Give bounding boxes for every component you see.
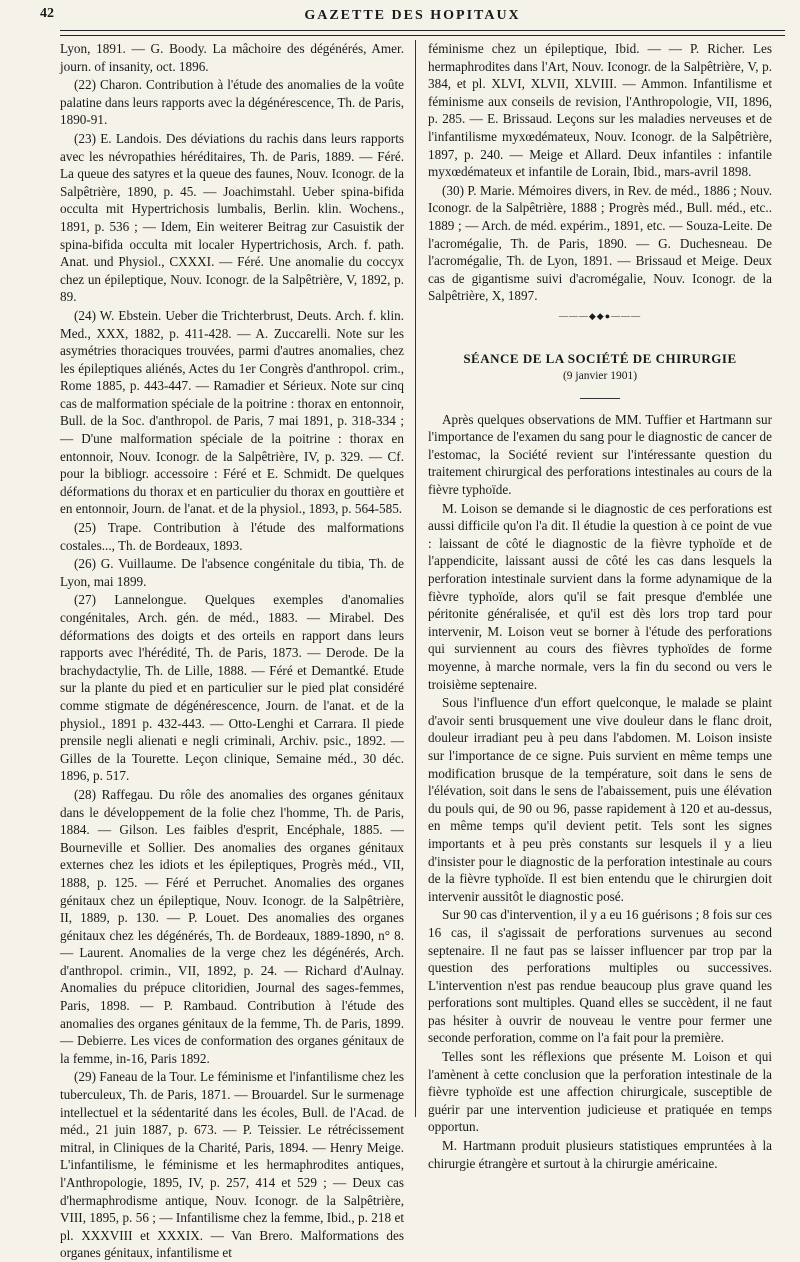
- left-column: [60, 40, 404, 1261]
- article-paragraph: Après quelques observations de MM. Tuffier et Hartmann sur l'importance de l'examen du sang pour le diagnostic de cancer de l'estomac, la Société revient sur l'intéressante question du traitement chirurgical des perforations intestinales au cours de la fièvre typhoïde.: [428, 411, 772, 498]
- bibliography-entry: (26) G. Vuillaume. De l'absence congénitale du tibia, Th. de Lyon, mai 1899.: [60, 556, 404, 589]
- header-rule: [60, 30, 785, 36]
- page-header: [40, 4, 785, 30]
- bibliography-entry: féminisme chez un épileptique, Ibid. — — P. Richer. Les hermaphrodites dans l'Art, Nouv. Iconogr. de la Salpêtrière, V, p. 384, et pl. XLVI, XLVII, XLVIII. — Ammon. Infantilisme et féminisme aux conseils de revision, l'Anthropologie, VII, 1896, p. 285. — E. Brissaud. Leçons sur les maladies nerveuses et de l'infantilisme myxœdémateux, Nouv. Iconogr. de la Salpêtrière, 1897, p. 240. — Meige et Allard. Deux infantiles : infantile myxœdémateux et infantile de Lorain, Ibid., mars-avril 1898.: [428, 41, 772, 180]
- article-paragraph: M. Loison se demande si le diagnostic de ces perforations est aussi difficile qu'on l'a dit. Il étudie la question à ce point de vue : laissant de côté le diagnostic de la fièvre typhoïde et de l'appendicite, laissant aussi de côté les cas dans lesquels la perforation intestinale survient dans la forme adynamique de la fièvre typhoïde, alors qu'il se fait presque d'emblée une péritonite généralisée, et qu'il est dès lors trop tard pour intervenir, M. Loison veut se borner à l'étude des perforations qui surviennent au cours des fièvres typhoïdes de forme moyenne, à marche normale, vers la fin du second ou vers le troisième septenaire.: [428, 500, 772, 692]
- page-number: 42: [40, 6, 54, 21]
- bibliography-entry: (28) Raffegau. Du rôle des anomalies des organes génitaux dans le développement de la folie chez l'homme, Th. de Paris, 1884. — Gilson. Les faibles d'esprit, Encéphale, 1885. — Bourneville et Sollier. Des anomalies des organes génitaux externes chez les idiots et les épileptiques, Progrès méd., VII, 1888, p. 125. — Féré et Perruchet. Anomalies des organes génitaux chez un épileptique, Nouv. Iconogr. de la Salpêtrière, II, 1889, p. 130. — P. Louet. Des anomalies des organes génitaux chez les dégénérés, Th. de Bordeaux, 1889-1890, n° 8. — Laurent. Anomalies de la verge chez les dégénérés, Arch. d'anthropol. crimin., VII, 1892, p. 24. — Richard d'Aulnay. Anomalies du prépuce clitoridien, Journal des sages-femmes, Paris, 1898. — P. Rambaud. Contribution à l'étude des anomalies des organes génitaux de la femme, Th. de Paris, 1899. — Debierre. Les vices de conformation des organes génitaux de la femme, in-16, Paris 1892.: [60, 786, 404, 1066]
- bibliography-entry: Lyon, 1891. — G. Boody. La mâchoire des dégénérés, Amer. journ. of insanity, oct. 1896.: [60, 41, 404, 74]
- section-date: (9 janvier 1901): [562, 370, 638, 383]
- article-paragraph: M. Hartmann produit plusieurs statistiques empruntées à la chirurgie étrangère et surtout à la chirurgie américaine.: [428, 1138, 772, 1171]
- bibliography-entry: (29) Faneau de la Tour. Le féminisme et l'infantilisme chez les tuberculeux, Th. de Paris, 1871. — Brouardel. Sur le surmenage intellectuel et la sédentarité dans les écoles, Bull. de l'Acad. de méd., 21 juin 1887, p. 673. — P. Teissier. Le rétrécissement mitral, in Cliniques de la Charité, Paris, 1894. — Henry Meige. L'infantilisme, le féminisme et les hermaphrodites antiques, l'Anthropologie, 1895, IV, p. 257, 414 et 529 ; — Deux cas d'hermaphrodisme antique, Nouv. Iconogr. de la Salpêtrière, VIII, 1895, p. 56 ; — Infantilisme chez la femme, Ibid., p. 218 et pl. XXXVIII et XXXIX. — Van Brero. Malformations des organes génitaux, infantilisme et: [60, 1069, 404, 1261]
- bibliography-entry: (24) W. Ebstein. Ueber die Trichterbrust, Deuts. Arch. f. klin. Med., XXX, 1882, p. 411-428. — A. Zuccarelli. Note sur les asymétries thoraciques trouvées, parmi d'autres anomalies, chez les épileptiques aliénés, Actes du 1er Congrès d'anthropol. crim., Rome 1885, p. 443-447. — Ramadier et Sérieux. Note sur cinq cas de malformation spéciale de la poitrine : thorax en entonnoir, Bull. de la Soc. d'anthropol. de Paris, 7 mai 1891, p. 318-334 ; — D'une malformation spéciale de la poitrine : thorax en entonnoir, Nouv. Iconogr. de la Salpêtrière, IV, p. 329. — Cf. pour la bibliogr. accessoire : Féré et E. Schmidt. De quelques déformations du thorax et en particulier du thorax en gouttière et en entonnoir, Journ. de l'anat. et de la physiol., 1893, p. 564-585.: [60, 307, 404, 517]
- column-divider: [415, 40, 416, 1117]
- right-column: [428, 40, 772, 1171]
- ornament-divider: ———◆◆●———: [558, 310, 642, 321]
- section-rule: [580, 398, 620, 399]
- bibliography-entry: (23) E. Landois. Des déviations du rachis dans leurs rapports avec les névropathies héréditaires, Th. de Paris, 1889. — Féré. La queue des satyres et la queue des faunes, Nouv. Iconogr. de la Salpêtrière, 1890, p. 45. — Joachimstahl. Ueber spina-bifida occulta mit Hypertrichosis lumbalis, Berlin. klin. Wochens., 1891, p. 536 ; — Idem, Ein weiterer Beitrag zur Casuistik der spina-bifida occulta mit localer Hypertrichosis, Arch. f. path. Anat. und Physiol., CXXXI. — Féré. Une anomalie du coccyx chez un épileptique, Nouv. Iconogr. de la Salpêtrière, V, 1892, p. 89.: [60, 130, 404, 305]
- bibliography-entry: (30) P. Marie. Mémoires divers, in Rev. de méd., 1886 ; Nouv. Iconogr. de la Salpêtrière, 1888 ; Progrès méd., Bull. méd., etc.. 1889 ; — Arch. de méd. expérim., 1891, etc. — Souza-Leite. De l'acromégalie, Th. de Paris, 1890. — G. Duchesneau. De l'acromégalie, Th. de Lyon, 1891. — Brissaud et Meige. Deux cas de gigantisme suivi d'acromégalie, Nouv. Iconogr. de la Salpêtrière, X, 1897.: [428, 182, 772, 304]
- article-paragraph: Telles sont les réflexions que présente M. Loison et qui l'amènent à cette conclusion que la perforation intestinale de la fièvre typhoïde est une affection chirurgicale, susceptible de guérir par une intervention judicieuse et pratiquée en temps opportun.: [428, 1049, 772, 1135]
- bibliography-entry: (25) Trape. Contribution à l'étude des malformations costales..., Th. de Bordeaux, 1893.: [60, 520, 404, 553]
- article-paragraph: Sur 90 cas d'intervention, il y a eu 16 guérisons ; 8 fois sur ces 16 cas, il s'agissait de perforations survenues au second septenaire. Il ne faut pas se laisser influencer par trop par la question des perforations multiples ou successives. L'intervention n'est pas rendue beaucoup plus grave quand les perforations sont multiples. Quand elles se succèdent, il ne faut pas hésiter à ouvrir de nouveau le ventre pour fermer une seconde perforation, comme on l'a fait pour la première.: [428, 907, 772, 1046]
- article-paragraph: Sous l'influence d'un effort quelconque, le malade se plaint d'avoir senti brusquement une vive douleur dans le flanc droit, douleur irradiant peu à peu dans l'abdomen. M. Loison insiste sur l'importance de ce signe. Puis survient en même temps une modification brusque de la température, soit dans le sens de l'élévation, soit dans le sens de l'abaissement, puis une élévation du pouls qui, de 90 ou 96, passe rapidement à 120 et au-dessus, en même temps qu'il devient petit. Tels sont les signes importants et à peu près constants sur lesquels il y a lieu d'insister pour le diagnostic de la perforation intestinale au cours de la fièvre typhoïde. Il est bien entendu que le chirurgien doit intervenir aussitôt le diagnostic posé.: [428, 695, 772, 904]
- section-title: SÉANCE DE LA SOCIÉTÉ DE CHIRURGIE: [463, 350, 737, 366]
- bibliography-entry: (22) Charon. Contribution à l'étude des anomalies de la voûte palatine dans leurs rapports avec la dégénérescence, Th. de Paris, 1890-91.: [60, 77, 404, 128]
- bibliography-entry: (27) Lannelongue. Quelques exemples d'anomalies congénitales, Arch. gén. de méd., 1883. — Mirabel. Des déformations des doigts et des orteils en rapport dans leurs rapports avec l'hérédité, Th. de Paris, 1873. — Derode. De la brachydactylie, Th. de Lille, 1888. — Féré et Demantké. Etude sur la plante du pied et en particulier sur le pied plat considéré comme stigmate de dégénérescence, Journ. de l'anat. et de la physiol., 1891 p. 432-443. — Otto-Lenghi et Carrara. Il piede prensile negli alienati e negli criminali, Archiv. psic., 1892. — Gilles de la Tourette. Leçon clinique, Semaine méd., 30 déc. 1896, p. 517.: [60, 592, 404, 784]
- running-title: GAZETTE DES HOPITAUX: [304, 8, 521, 23]
